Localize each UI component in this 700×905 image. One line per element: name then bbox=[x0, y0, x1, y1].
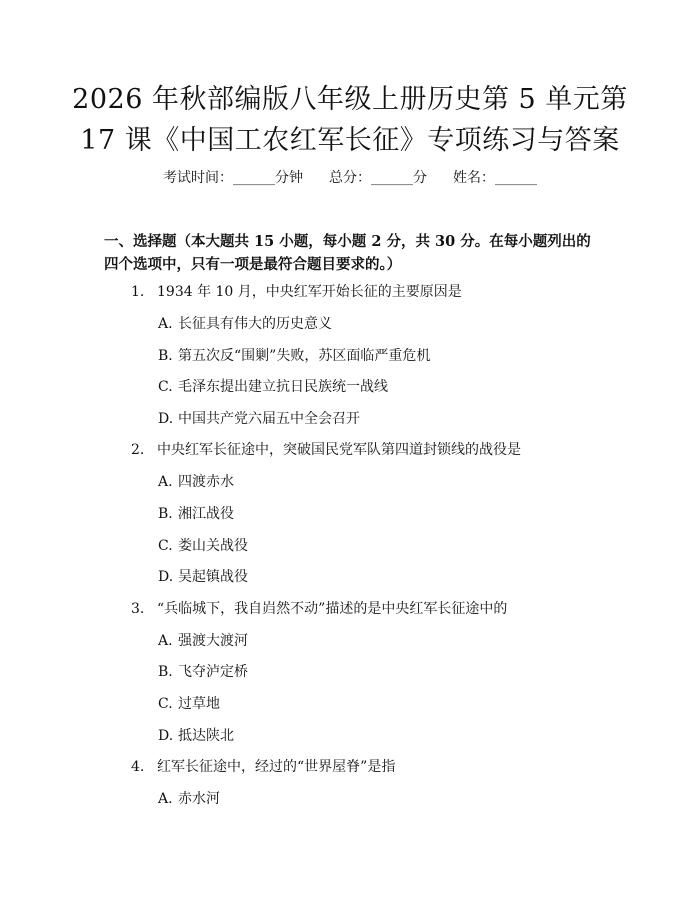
question-2 bbox=[131, 440, 521, 460]
option-letter: C. bbox=[158, 696, 173, 712]
question-text: 中央红军长征途中，突破国民党军队第四道封锁线的战役是 bbox=[157, 442, 521, 458]
option-letter: D. bbox=[158, 728, 174, 744]
q1-option-d bbox=[158, 409, 360, 429]
q2-option-b bbox=[158, 504, 234, 524]
q3-option-c bbox=[158, 694, 220, 714]
option-text: 长征具有伟大的历史意义 bbox=[178, 316, 332, 332]
question-text: 1934 年 10 月，中央红军开始长征的主要原因是 bbox=[157, 284, 462, 300]
question-text: “兵临城下，我自岿然不动”描述的是中央红军长征途中的 bbox=[157, 601, 508, 617]
q1-option-b bbox=[158, 346, 430, 366]
option-letter: A. bbox=[158, 791, 173, 807]
question-3 bbox=[131, 599, 507, 619]
option-text: 飞夺泸定桥 bbox=[178, 664, 248, 680]
option-letter: A. bbox=[158, 316, 173, 332]
option-letter: B. bbox=[158, 348, 173, 364]
question-number: 2. bbox=[131, 442, 145, 458]
question-number: 1. bbox=[131, 284, 145, 300]
q3-option-d bbox=[158, 726, 234, 746]
q3-option-b bbox=[158, 662, 248, 682]
question-text: 红军长征途中，经过的“世界屋脊”是指 bbox=[157, 759, 396, 775]
option-letter: C. bbox=[158, 379, 173, 395]
option-text: 中国共产党六届五中全会召开 bbox=[178, 411, 360, 427]
total-score-label: 总分：______分 bbox=[329, 170, 427, 186]
q3-option-a bbox=[158, 631, 248, 651]
option-letter: D. bbox=[158, 411, 174, 427]
option-letter: B. bbox=[158, 506, 173, 522]
q2-option-d bbox=[158, 567, 248, 587]
option-text: 娄山关战役 bbox=[178, 538, 248, 554]
option-text: 第五次反“围剿”失败，苏区面临严重危机 bbox=[178, 348, 431, 364]
option-text: 四渡赤水 bbox=[178, 474, 234, 490]
q2-option-a bbox=[158, 472, 234, 492]
q1-option-a bbox=[158, 314, 332, 334]
option-text: 毛泽东提出建立抗日民族统一战线 bbox=[178, 379, 388, 395]
option-text: 吴起镇战役 bbox=[178, 569, 248, 585]
option-text: 赤水河 bbox=[178, 791, 220, 807]
option-letter: B. bbox=[158, 664, 173, 680]
question-4 bbox=[131, 757, 395, 777]
option-text: 强渡大渡河 bbox=[178, 633, 248, 649]
exam-meta bbox=[0, 168, 700, 188]
student-name-label: 姓名：______ bbox=[453, 170, 537, 186]
question-1 bbox=[131, 282, 462, 302]
option-letter: C. bbox=[158, 538, 173, 554]
q1-option-c bbox=[158, 377, 388, 397]
question-number: 4. bbox=[131, 759, 145, 775]
option-letter: A. bbox=[158, 633, 173, 649]
section-heading: 一、选择题（本大题共 15 小题，每小题 2 分，共 30 分。在每小题列出的四个选项中，只有一项是最符合题目要求的。） bbox=[104, 233, 591, 273]
option-text: 抵达陕北 bbox=[178, 728, 234, 744]
option-text: 过草地 bbox=[178, 696, 220, 712]
document-title-line-2: 17 课《中国工农红军长征》专项练习与答案 bbox=[80, 125, 620, 156]
q4-option-a bbox=[158, 789, 220, 809]
document-title-line-1: 2026 年秋部编版八年级上册历史第 5 单元第 bbox=[72, 84, 628, 115]
option-letter: D. bbox=[158, 569, 174, 585]
option-text: 湘江战役 bbox=[178, 506, 234, 522]
q2-option-c bbox=[158, 536, 248, 556]
option-letter: A. bbox=[158, 474, 173, 490]
question-number: 3. bbox=[131, 601, 145, 617]
exam-time-label: 考试时间：______分钟 bbox=[163, 170, 303, 186]
